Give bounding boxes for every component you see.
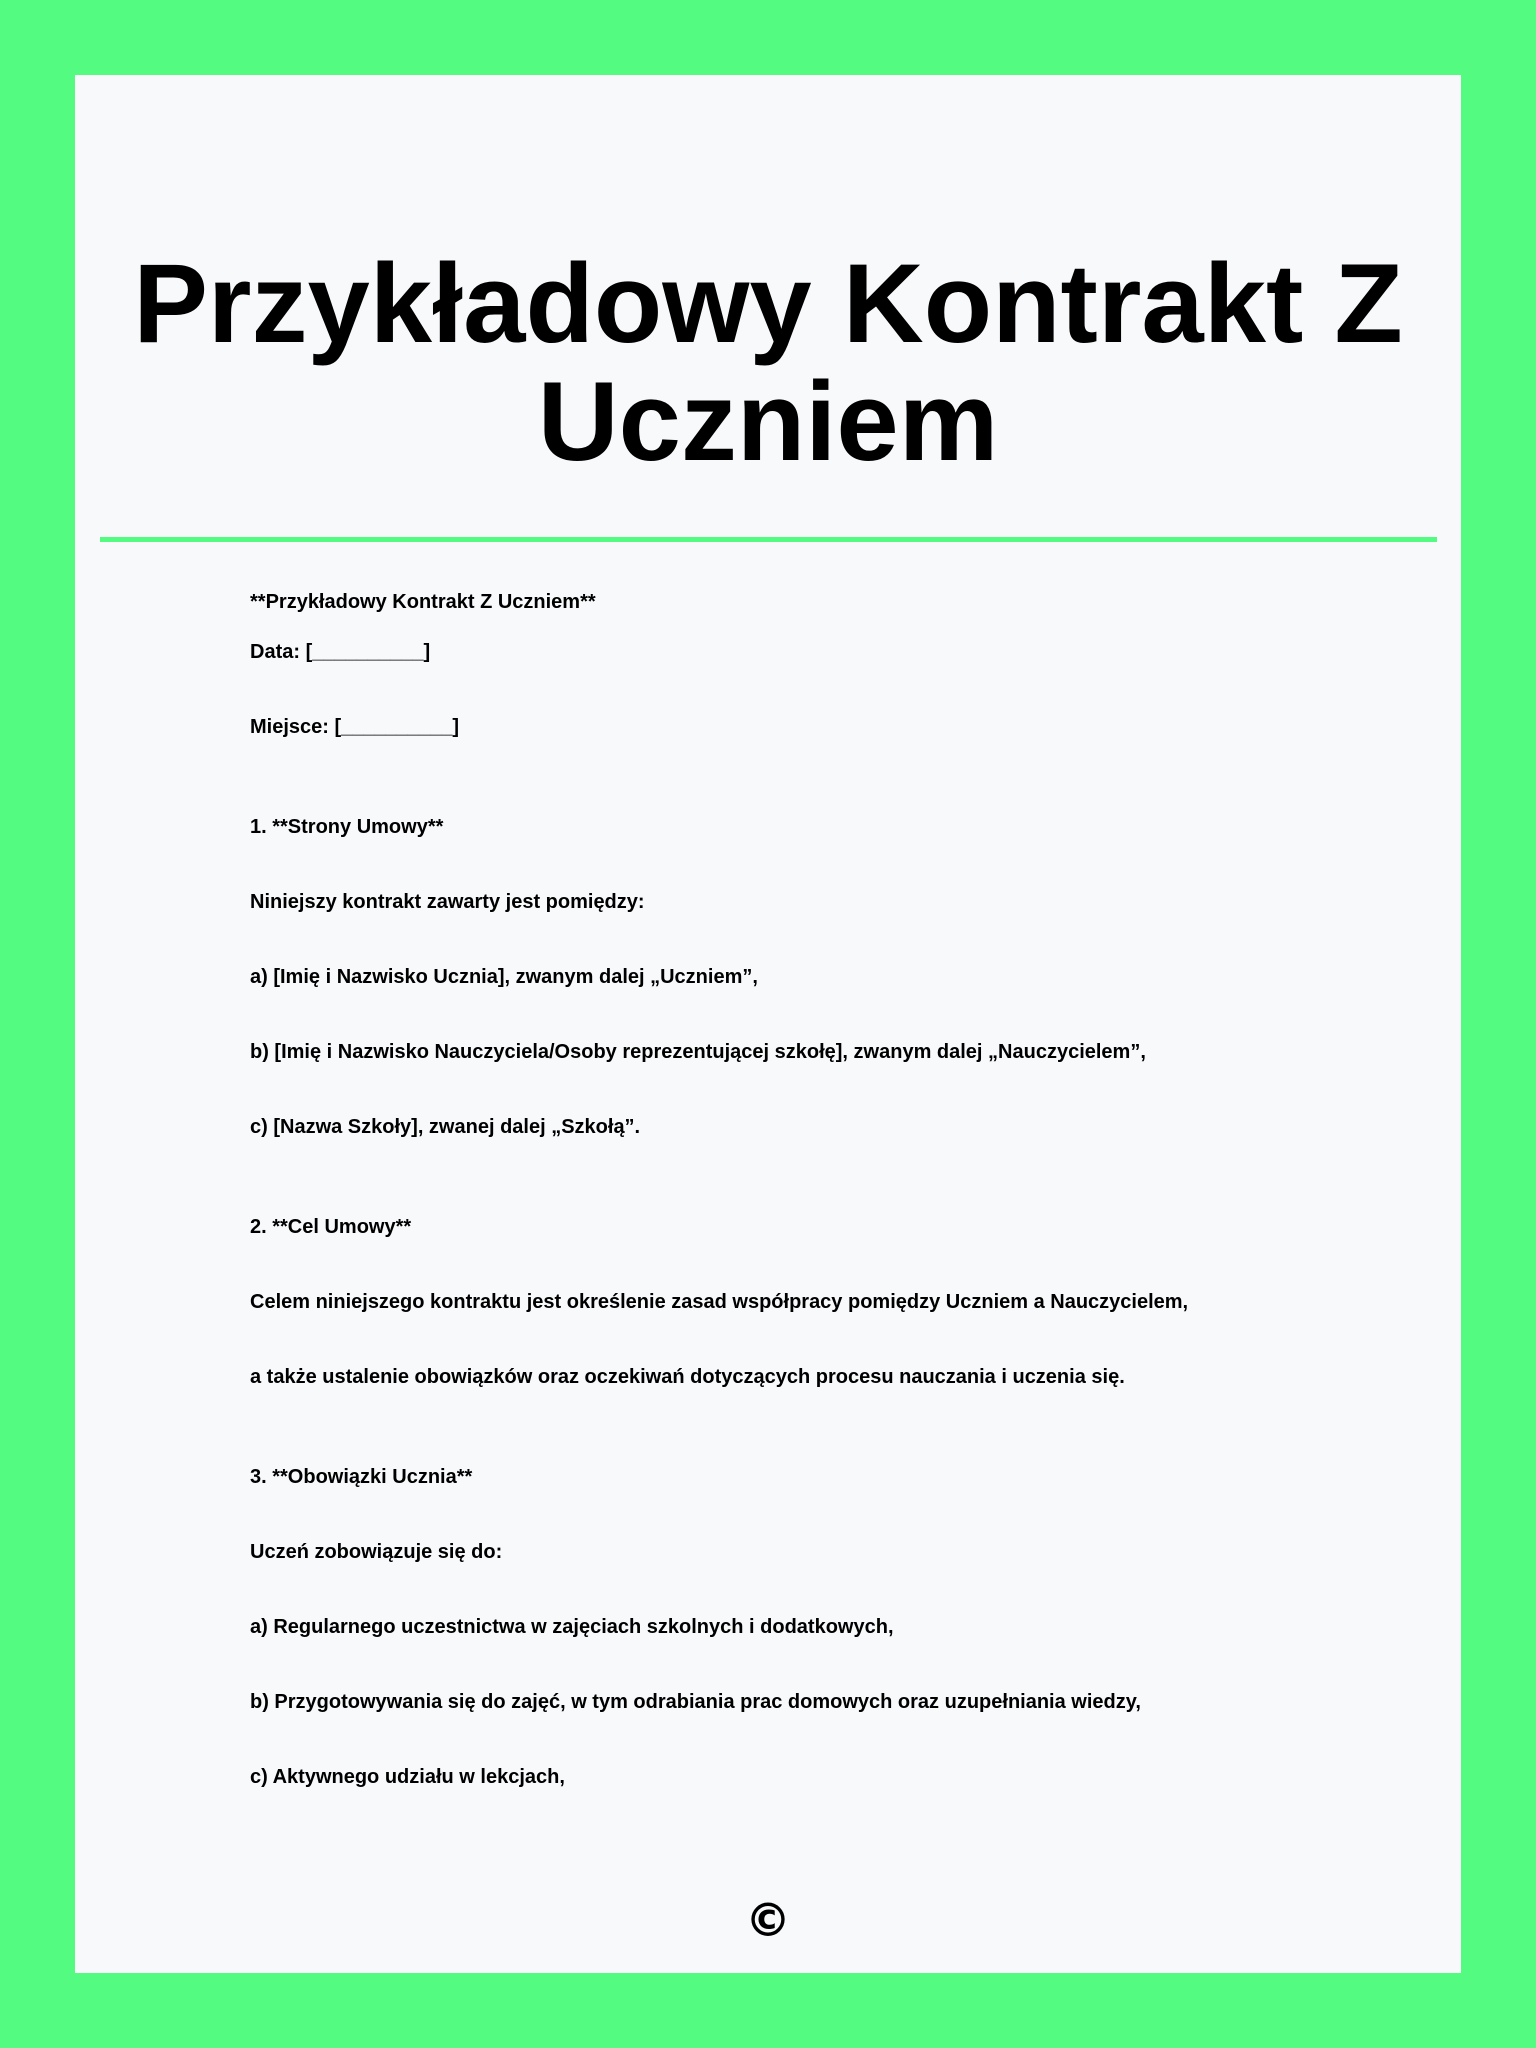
title-divider [100, 537, 1437, 542]
section-3-item-c: c) Aktywnego udziału w lekcjach, [250, 1766, 565, 1788]
section-2-heading: 2. **Cel Umowy** [250, 1216, 412, 1238]
section-1-intro: Niniejszy kontrakt zawarty jest pomiędzy: [250, 891, 645, 913]
section-3-intro: Uczeń zobowiązuje się do: [250, 1541, 503, 1563]
section-2-line-2: a także ustalenie obowiązków oraz oczekiwań dotyczących procesu nauczania i uczenia się. [250, 1366, 1125, 1388]
section-1-item-c: c) [Nazwa Szkoły], zwanej dalej „Szkołą”. [250, 1116, 641, 1138]
copyright-symbol: © [745, 1893, 791, 1947]
section-3-heading: 3. **Obowiązki Ucznia** [250, 1466, 473, 1488]
section-2-line-1: Celem niniejszego kontraktu jest określenie zasad współpracy pomiędzy Uczniem a Nauczycielem, [250, 1291, 1189, 1313]
date-line: Data: [__________] [250, 641, 431, 663]
section-1-item-b: b) [Imię i Nazwisko Nauczyciela/Osoby reprezentującej szkołę], zwanym dalej „Nauczycielem”, [250, 1041, 1146, 1063]
section-3-item-b: b) Przygotowywania się do zajęć, w tym odrabiania prac domowych oraz uzupełniania wiedzy, [250, 1691, 1141, 1713]
place-line: Miejsce: [__________] [250, 716, 460, 738]
section-3-item-a: a) Regularnego uczestnictwa w zajęciach szkolnych i dodatkowych, [250, 1616, 894, 1638]
contract-heading: **Przykładowy Kontrakt Z Uczniem** [250, 591, 596, 613]
section-1-item-a: a) [Imię i Nazwisko Ucznia], zwanym dalej „Uczniem”, [250, 966, 758, 988]
document-page [75, 75, 1461, 1973]
document-title: Przykładowy Kontrakt Z Uczniem [133, 241, 1403, 484]
section-1-heading: 1. **Strony Umowy** [250, 816, 444, 838]
